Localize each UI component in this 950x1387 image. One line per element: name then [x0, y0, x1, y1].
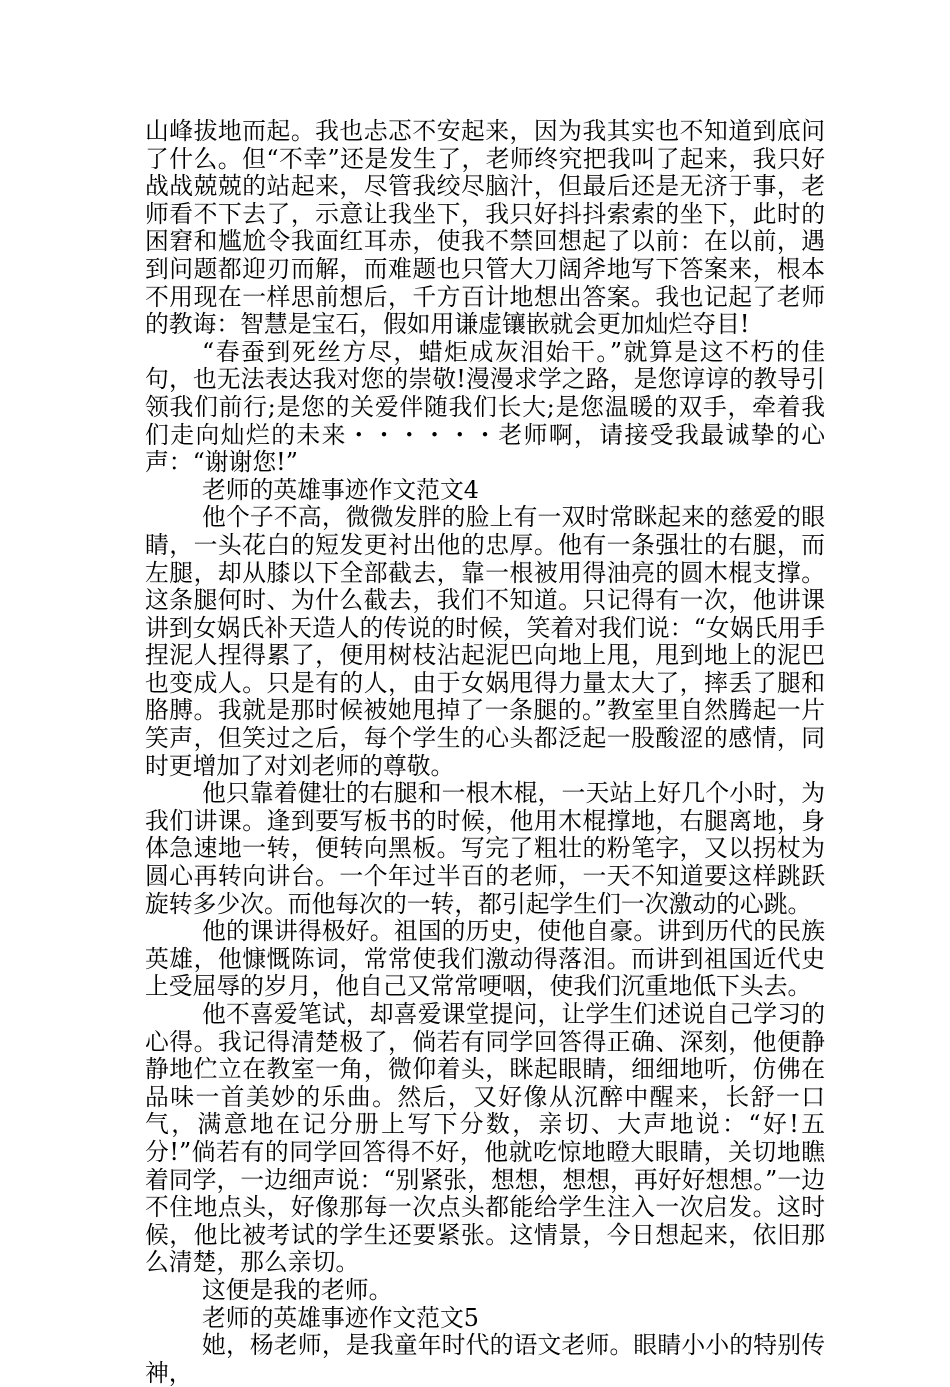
paragraph: “春蚕到死丝方尽，蜡炬成灰泪始干。”就算是这不朽的佳句，也无法表达我对您的崇敬!漫漫求学之路，是您谆谆的教导引领我们前行;是您的关爱伴随我们长大;是您温暖的双手，牵着我们走向灿烂的未来・・・・・・老师啊，请接受我最诚挚的心声：“谢谢您!”	[145, 337, 825, 477]
section-heading: 老师的英雄事迹作文范文4	[202, 475, 479, 504]
paragraph: 这便是我的老师。	[202, 1275, 393, 1304]
paragraph: 他只靠着健壮的右腿和一根木棍，一天站上好几个小时，为我们讲课。逢到要写板书的时候，他用木棍撑地，右腿离地，身体急速地一转，便转向黑板。写完了粗壮的粉笔字，又以拐杖为圆心再转向讲台。一个年过半百的老师，一天不知道要这样跳跃旋转多少次。而他每次的一转，都引起学生们一次激动的心跳。	[145, 779, 825, 918]
paragraph: 他的课讲得极好。祖国的历史，使他自豪。讲到历代的民族英雄，他慷慨陈词，常常使我们激动得落泪。而讲到祖国近代史上受屈辱的岁月，他自己又常常哽咽，使我们沉重地低下头去。	[145, 917, 825, 1001]
paragraph: 山峰拔地而起。我也忐忑不安起来，因为我其实也不知道到底问了什么。但“不幸”还是发生了，老师终究把我叫了起来，我只好战战兢兢的站起来，尽管我绞尽脑汁，但最后还是无济于事，老师看不下去了，示意让我坐下，我只好抖抖索索的坐下，此时的困窘和尴尬令我面红耳赤，使我不禁回想起了以前：在以前，遇到问题都迎刃而解，而难题也只管大刀阔斧地写下答案来，根本不用现在一样思前想后，千方百计地想出答案。我也记起了老师的教诲：智慧是宝石，假如用谦虚镶嵌就会更加灿烂夺目!	[145, 117, 825, 339]
paragraph: 他个子不高，微微发胖的脸上有一双时常眯起来的慈爱的眼睛，一头花白的短发更衬出他的忠厚。他有一条强壮的右腿，而左腿，却从膝以下全部截去，靠一根被用得油亮的圆木棍支撑。这条腿何时、为什么截去，我们不知道。只记得有一次，他讲课讲到女娲氏补天造人的传说的时候，笑着对我们说：“女娲氏用手捏泥人捏得累了，便用树枝沾起泥巴向地上甩，甩到地上的泥巴也变成人。只是有的人，由于女娲甩得力量太大了，摔丢了腿和胳膊。我就是那时候被她甩掉了一条腿的。”教室里自然腾起一片笑声，但笑过之后，每个学生的心头都泛起一股酸涩的感情，同时更增加了对刘老师的尊敬。	[145, 503, 825, 780]
paragraph: 他不喜爱笔试，却喜爱课堂提问，让学生们述说自己学习的心得。我记得清楚极了，倘若有同学回答得正确、深刻，他便静静地伫立在教室一角，微仰着头，眯起眼睛，细细地听，仿佛在品味一首美妙的乐曲。然后，又好像从沉醉中醒来，长舒一口气，满意地在记分册上写下分数，亲切、大声地说：“好!五分!”倘若有的同学回答得不好，他就吃惊地瞪大眼睛，关切地瞧着同学，一边细声说：“别紧张，想想，想想，再好好想想。”一边不住地点头，好像那每一次点头都能给学生注入一次启发。这时候，他比被考试的学生还要紧张。这情景，今日想起来，依旧那么清楚，那么亲切。	[145, 1000, 825, 1277]
paragraph: 她，杨老师，是我童年时代的语文老师。眼睛小小的特别传神，	[145, 1331, 825, 1387]
document-page	[145, 118, 825, 1387]
section-heading: 老师的英雄事迹作文范文5	[202, 1303, 479, 1332]
